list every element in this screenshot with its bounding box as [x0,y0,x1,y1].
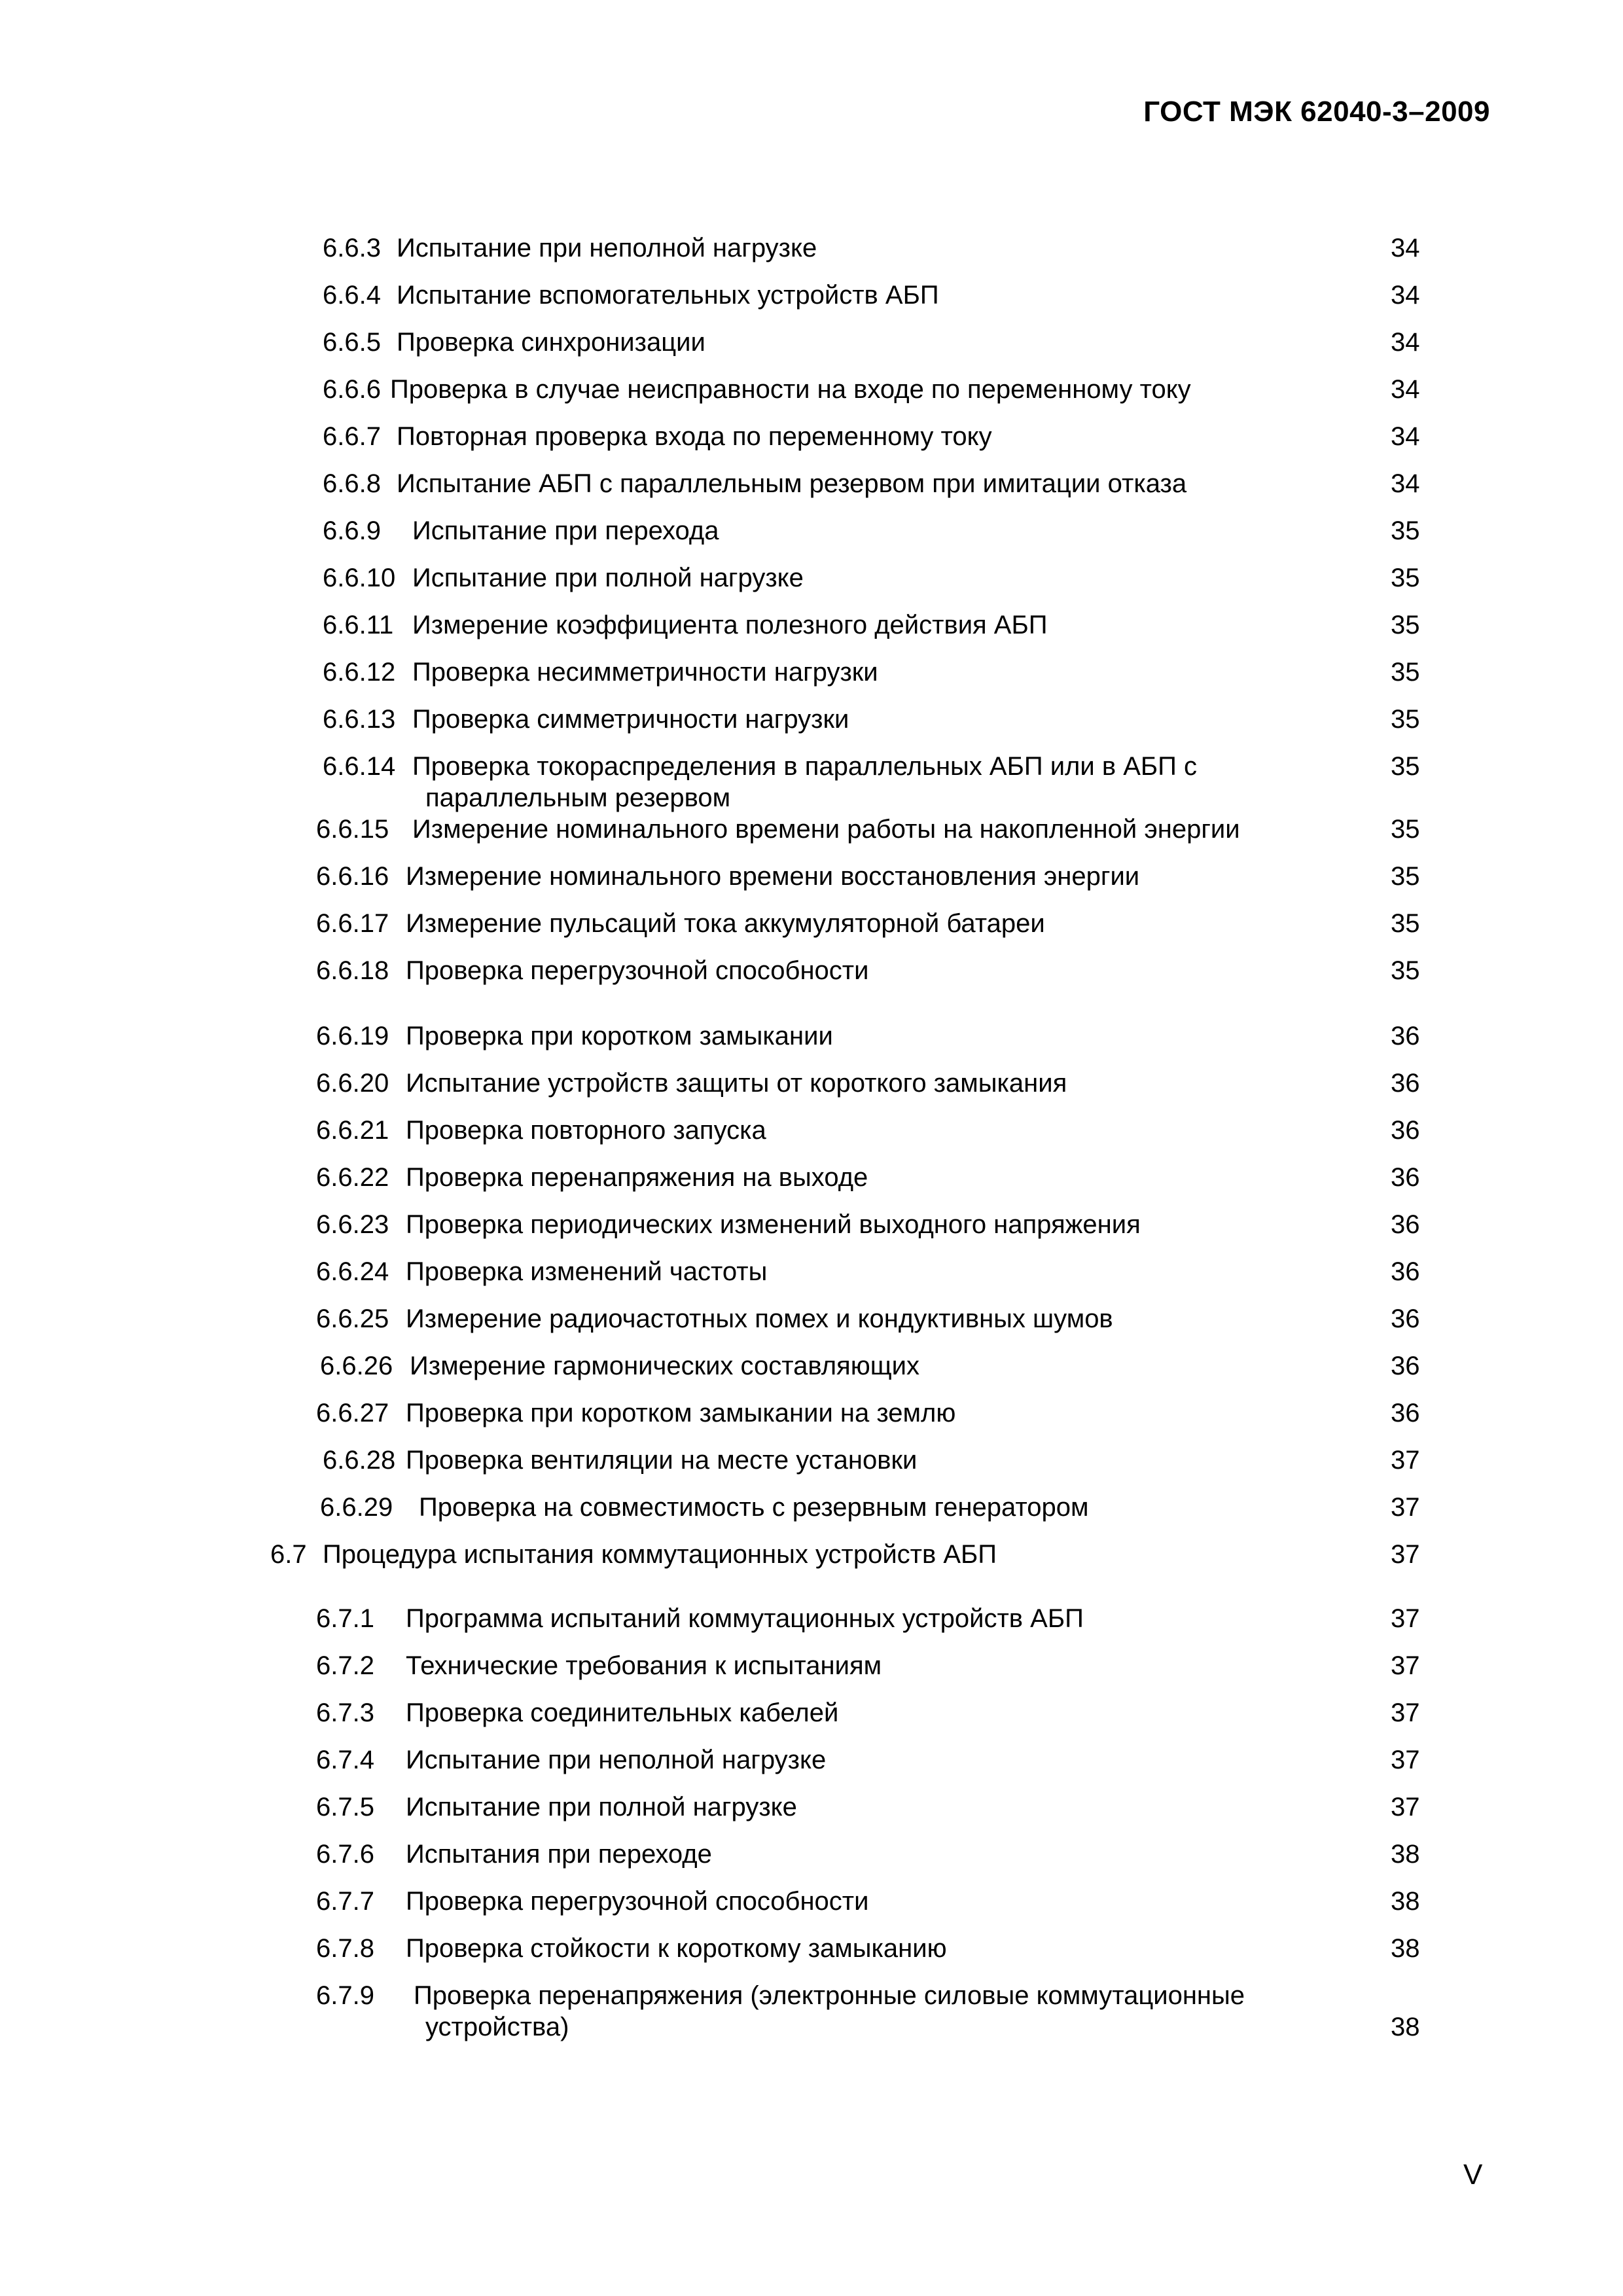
toc-entry-page: 35 [1391,956,1420,985]
document-header: ГОСТ МЭК 62040-3–2009 [1143,96,1490,128]
toc-entry-number: 6.7.3 [316,1698,374,1727]
toc-entry-title: Проверка повторного запуска [406,1116,766,1145]
toc-entry-title: Проверка перенапряжения на выходе [406,1163,868,1192]
toc-entry-number: 6.6.8 [323,469,381,498]
toc-entry-page: 38 [1391,2013,1420,2041]
toc-entry-number: 6.6.11 [323,611,394,639]
toc-entry-page: 37 [1391,1540,1420,1569]
toc-entry-title: Испытание вспомогательных устройств АБП [397,281,939,310]
toc-entry-number: 6.6.13 [323,705,396,734]
toc-entry-title: Испытание АБП с параллельным резервом при имитации отказа [397,469,1187,498]
toc-entry-title: Проверка изменений частоты [406,1257,768,1286]
toc-entry-number: 6.7 [270,1540,307,1569]
toc-entry-number: 6.6.9 [323,516,381,545]
toc-entry-page: 37 [1391,1604,1420,1633]
toc-entry-number: 6.6.12 [323,658,396,687]
toc-entry-page: 37 [1391,1446,1420,1475]
toc-entry-title: Испытание при полной нагрузке [412,564,804,592]
toc-entry-page: 36 [1391,1352,1420,1380]
toc-entry-title: Проверка в случае неисправности на входе по переменному току [390,375,1191,404]
toc-entry-number: 6.6.10 [323,564,396,592]
toc-entry-page: 34 [1391,281,1420,310]
toc-entry-number: 6.6.15 [316,815,389,844]
page-number: V [1463,2159,1483,2191]
toc-entry-number: 6.6.14 [323,752,396,781]
toc-entry-title: Проверка несимметричности нагрузки [412,658,878,687]
toc-entry-page: 36 [1391,1257,1420,1286]
toc-entry-title: Испытание при неполной нагрузке [397,234,817,262]
toc-entry-title: Проверка перенапряжения (электронные силовые коммутационные [414,1981,1245,2010]
toc-entry-title: Технические требования к испытаниям [406,1651,882,1680]
toc-entry-page: 35 [1391,705,1420,734]
toc-entry-number: 6.7.6 [316,1840,374,1869]
toc-entry-number: 6.6.7 [323,422,381,451]
toc-entry-title: Измерение пульсаций тока аккумуляторной батареи [406,909,1045,938]
toc-entry-page: 36 [1391,1210,1420,1239]
toc-entry-page: 36 [1391,1163,1420,1192]
toc-entry-number: 6.6.19 [316,1022,389,1050]
toc-entry-number: 6.6.4 [323,281,381,310]
toc-entry-page: 37 [1391,1698,1420,1727]
toc-entry-page: 35 [1391,658,1420,687]
toc-entry-title: Проверка стойкости к короткому замыканию [406,1934,947,1963]
toc-entry-page: 36 [1391,1069,1420,1098]
toc-entry-title: Испытание при полной нагрузке [406,1793,797,1821]
toc-entry-title: Измерение гармонических составляющих [410,1352,919,1380]
toc-entry-title-continued: устройства) [425,2013,569,2041]
toc-entry-title: Программа испытаний коммутационных устройств АБП [406,1604,1084,1633]
toc-entry-page: 35 [1391,862,1420,891]
toc-entry-number: 6.6.3 [323,234,381,262]
toc-entry-page: 34 [1391,375,1420,404]
toc-entry-number: 6.6.26 [320,1352,393,1380]
toc-entry-title: Измерение номинального времени восстановления энергии [406,862,1140,891]
toc-entry-title: Испытания при переходе [406,1840,712,1869]
toc-entry-number: 6.6.27 [316,1399,389,1427]
toc-entry-page: 37 [1391,1793,1420,1821]
toc-entry-number: 6.6.25 [316,1304,389,1333]
toc-entry-number: 6.6.5 [323,328,381,357]
toc-entry-number: 6.7.9 [316,1981,374,2010]
toc-entry-page: 34 [1391,328,1420,357]
toc-entry-title: Проверка при коротком замыкании [406,1022,833,1050]
toc-entry-number: 6.6.29 [320,1493,393,1522]
toc-entry-page: 38 [1391,1887,1420,1916]
toc-entry-page: 35 [1391,752,1420,781]
toc-entry-page: 35 [1391,611,1420,639]
toc-entry-number: 6.7.2 [316,1651,374,1680]
toc-entry-number: 6.6.24 [316,1257,389,1286]
toc-entry-title: Проверка на совместимость с резервным генератором [419,1493,1089,1522]
toc-entry-number: 6.6.21 [316,1116,389,1145]
toc-entry-title: Повторная проверка входа по переменному току [397,422,992,451]
toc-entry-page: 34 [1391,422,1420,451]
toc-entry-page: 36 [1391,1022,1420,1050]
toc-entry-number: 6.7.4 [316,1746,374,1774]
toc-entry-page: 34 [1391,469,1420,498]
toc-entry-page: 35 [1391,516,1420,545]
toc-entry-page: 37 [1391,1746,1420,1774]
toc-entry-title: Измерение радиочастотных помех и кондуктивных шумов [406,1304,1113,1333]
toc-entry-number: 6.6.6 [323,375,381,404]
toc-entry-number: 6.7.5 [316,1793,374,1821]
toc-entry-title: Проверка периодических изменений выходного напряжения [406,1210,1141,1239]
toc-entry-page: 35 [1391,909,1420,938]
toc-entry-title: Испытание при перехода [412,516,719,545]
toc-entry-page: 36 [1391,1399,1420,1427]
toc-entry-title: Проверка токораспределения в параллельных АБП или в АБП с [412,752,1197,781]
toc-entry-number: 6.7.1 [316,1604,374,1633]
toc-entry-number: 6.7.8 [316,1934,374,1963]
toc-entry-number: 6.6.18 [316,956,389,985]
toc-entry-page: 37 [1391,1651,1420,1680]
toc-entry-title: Проверка перегрузочной способности [406,956,869,985]
toc-entry-title: Испытание устройств защиты от короткого замыкания [406,1069,1067,1098]
toc-entry-page: 36 [1391,1116,1420,1145]
toc-entry-title: Измерение номинального времени работы на накопленной энергии [412,815,1240,844]
toc-entry-page: 35 [1391,564,1420,592]
toc-entry-number: 6.6.16 [316,862,389,891]
toc-entry-number: 6.6.20 [316,1069,389,1098]
toc-entry-page: 35 [1391,815,1420,844]
toc-entry-title: Измерение коэффициента полезного действия АБП [412,611,1048,639]
toc-entry-page: 36 [1391,1304,1420,1333]
toc-entry-page: 38 [1391,1840,1420,1869]
toc-entry-title: Процедура испытания коммутационных устройств АБП [323,1540,997,1569]
toc-entry-title: Проверка при коротком замыкании на землю [406,1399,956,1427]
toc-entry-title: Проверка перегрузочной способности [406,1887,869,1916]
toc-entry-number: 6.6.22 [316,1163,389,1192]
toc-entry-number: 6.6.17 [316,909,389,938]
toc-entry-page: 37 [1391,1493,1420,1522]
toc-entry-page: 38 [1391,1934,1420,1963]
toc-entry-title: Проверка симметричности нагрузки [412,705,849,734]
toc-entry-title: Испытание при неполной нагрузке [406,1746,827,1774]
toc-entry-page: 34 [1391,234,1420,262]
toc-entry-number: 6.6.23 [316,1210,389,1239]
toc-entry-title: Проверка вентиляции на месте установки [406,1446,918,1475]
toc-entry-title: Проверка соединительных кабелей [406,1698,839,1727]
toc-entry-number: 6.7.7 [316,1887,374,1916]
toc-entry-title-continued: параллельным резервом [425,783,731,812]
toc-entry-title: Проверка синхронизации [397,328,705,357]
toc-entry-number: 6.6.28 [323,1446,396,1475]
